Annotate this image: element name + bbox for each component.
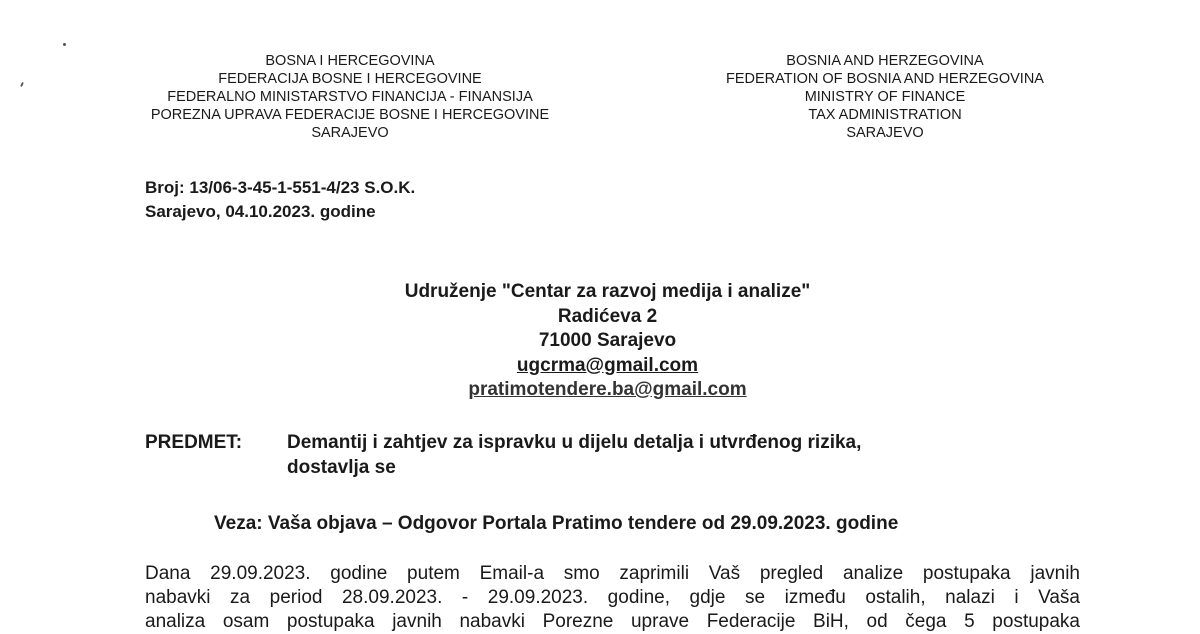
body-line: Dana 29.09.2023. godine putem Email-a smo zaprimili Vaš pregled analize postupaka javnih [145, 563, 1080, 584]
body-line: nabavki za period 28.09.2023. - 29.09.2023. godine, gdje se između ostalih, nalazi i Vaša [145, 587, 1080, 608]
reference-number: Broj: 13/06-3-45-1-551-4/23 S.O.K. [145, 178, 416, 197]
scan-speck [63, 43, 66, 46]
reference-line: Veza: Vaša objava – Odgovor Portala Pratimo tendere od 29.09.2023. godine [214, 513, 899, 534]
letterhead-line: SARAJEVO [311, 125, 389, 141]
recipient-email-link[interactable]: pratimotendere.ba@gmail.com [468, 379, 747, 400]
subject-label: PREDMET: [145, 432, 243, 453]
scan-speck [20, 82, 24, 87]
letterhead-line: SARAJEVO [846, 125, 924, 141]
body-paragraph [145, 562, 1080, 634]
recipient-email-link[interactable]: ugcrma@gmail.com [516, 354, 699, 376]
recipient-address [300, 280, 915, 403]
letterhead-english [650, 52, 1120, 142]
letterhead-line: BOSNIA AND HERZEGOVINA [786, 53, 984, 69]
letterhead-line: FEDERACIJA BOSNE I HERCEGOVINE [218, 71, 482, 87]
subject-line: dostavlja se [287, 457, 396, 478]
letterhead-line: FEDERATION OF BOSNIA AND HERZEGOVINA [726, 71, 1044, 87]
letterhead-line: FEDERALNO MINISTARSTVO FINANCIJA - FINANSIJA [167, 89, 533, 105]
letterhead-line: POREZNA UPRAVA FEDERACIJE BOSNE I HERCEGOVINE [150, 107, 550, 123]
subject-text [287, 430, 1047, 480]
recipient-city: 71000 Sarajevo [538, 330, 677, 351]
document-reference [145, 176, 415, 224]
place-date: Sarajevo, 04.10.2023. godine [145, 202, 376, 221]
letterhead-line: MINISTRY OF FINANCE [804, 89, 966, 105]
letterhead-local [110, 52, 590, 142]
letterhead-line: TAX ADMINISTRATION [808, 107, 962, 123]
letterhead-line: BOSNA I HERCEGOVINA [265, 53, 435, 69]
recipient-name: Udruženje "Centar za razvoj medija i analize" [404, 281, 811, 302]
subject-line: Demantij i zahtjev za ispravku u dijelu detalja i utvrđenog rizika, [287, 432, 862, 453]
recipient-street: Radićeva 2 [557, 305, 658, 327]
body-line: analiza osam postupaka javnih nabavki Porezne uprave Federacije BiH, od čega 5 postupaka [145, 611, 1080, 632]
